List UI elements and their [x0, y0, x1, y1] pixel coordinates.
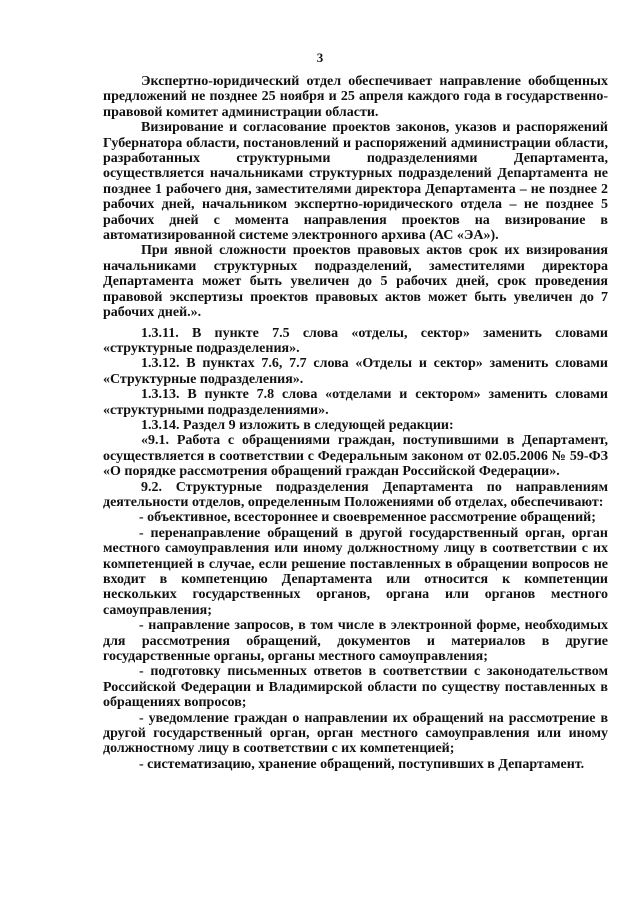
paragraph-1-3-14: 1.3.14. Раздел 9 изложить в следующей редакции: — [141, 417, 454, 433]
list-item: - подготовку письменных ответов в соответствии с законодательством Российской Федерации и Владимирской области по существу поставленных в обращениях вопросов; — [103, 664, 608, 711]
list-item: - объективное, всестороннее и своевременное рассмотрение обращений; — [139, 510, 596, 526]
list-item: - систематизацию, хранение обращений, поступивших в Департамент. — [139, 756, 585, 772]
paragraph-9-1: «9.1. Работа с обращениями граждан, поступившими в Департамент, осуществляется в соответствии с Федеральным законом от 02.05.2006 № 59-ФЗ «О порядке рассмотрения обращений граждан Российской Федерации». — [103, 433, 608, 480]
list-item: - уведомление граждан о направлении их обращений на рассмотрение в другой государственный орган, орган местного самоуправления или иному должностному лицу в соответствии с их компетенцией; — [103, 710, 608, 757]
list-item: - перенаправление обращений в другой государственный орган, орган местного самоуправления или иному должностному лицу в соответствии с их компетенцией в случае, если решение поставленных в обращении вопросов не входит в компетенцию Департамента или относится к компетенции нескольких государственных органов, органа или органов местного самоуправления; — [103, 525, 608, 618]
paragraph-1-3-13: 1.3.13. В пункте 7.8 слова «отделами и сектором» заменить словами «структурными подразделениями». — [103, 387, 608, 418]
page-number: 3 — [316, 50, 324, 65]
list-item: - направление запросов, в том числе в электронной форме, необходимых для рассмотрения обращений, документов и материалов в другие государственные органы, органы местного самоуправления; — [103, 618, 608, 665]
paragraph-expert-legal-dept: Экспертно-юридический отдел обеспечивает направление обобщенных предложений не позднее 25 ноября и 25 апреля каждого года в государственно-правовой комитет администрации области. — [103, 74, 608, 120]
paragraph-1-3-12: 1.3.12. В пунктах 7.6, 7.7 слова «Отделы и сектор» заменить словами «Структурные подразделения». — [103, 356, 608, 387]
paragraph-approval-terms: Визирование и согласование проектов законов, указов и распоряжений Губернатора области, постановлений и распоряжений администрации области, разработанных структурными подразделениями Департамента, осуществляется начальниками структурных подразделений Департамента не позднее 1 рабочего дня, заместителями директора Департамента – не позднее 2 рабочих дней, начальником экспертно-юридического отдела – не позднее 5 рабочих дней с момента направления проектов на визирование в автоматизированной системе электронного архива (АС «ЭА»). — [103, 120, 608, 244]
document-body — [103, 74, 608, 772]
paragraph-1-3-11: 1.3.11. В пункте 7.5 слова «отделы, сектор» заменить словами «структурные подразделения». — [103, 325, 608, 356]
paragraph-complex-acts: При явной сложности проектов правовых актов срок их визирования начальниками структурных подразделений, заместителями директора Департамента может быть увеличен до 5 рабочих дней, срок проведения правовой экспертизы проектов правовых актов может быть увеличен до 7 рабочих дней.». — [103, 243, 608, 321]
paragraph-9-2: 9.2. Структурные подразделения Департамента по направлениям деятельности отделов, определенным Положениями об отделах, обеспечивают: — [103, 479, 608, 510]
